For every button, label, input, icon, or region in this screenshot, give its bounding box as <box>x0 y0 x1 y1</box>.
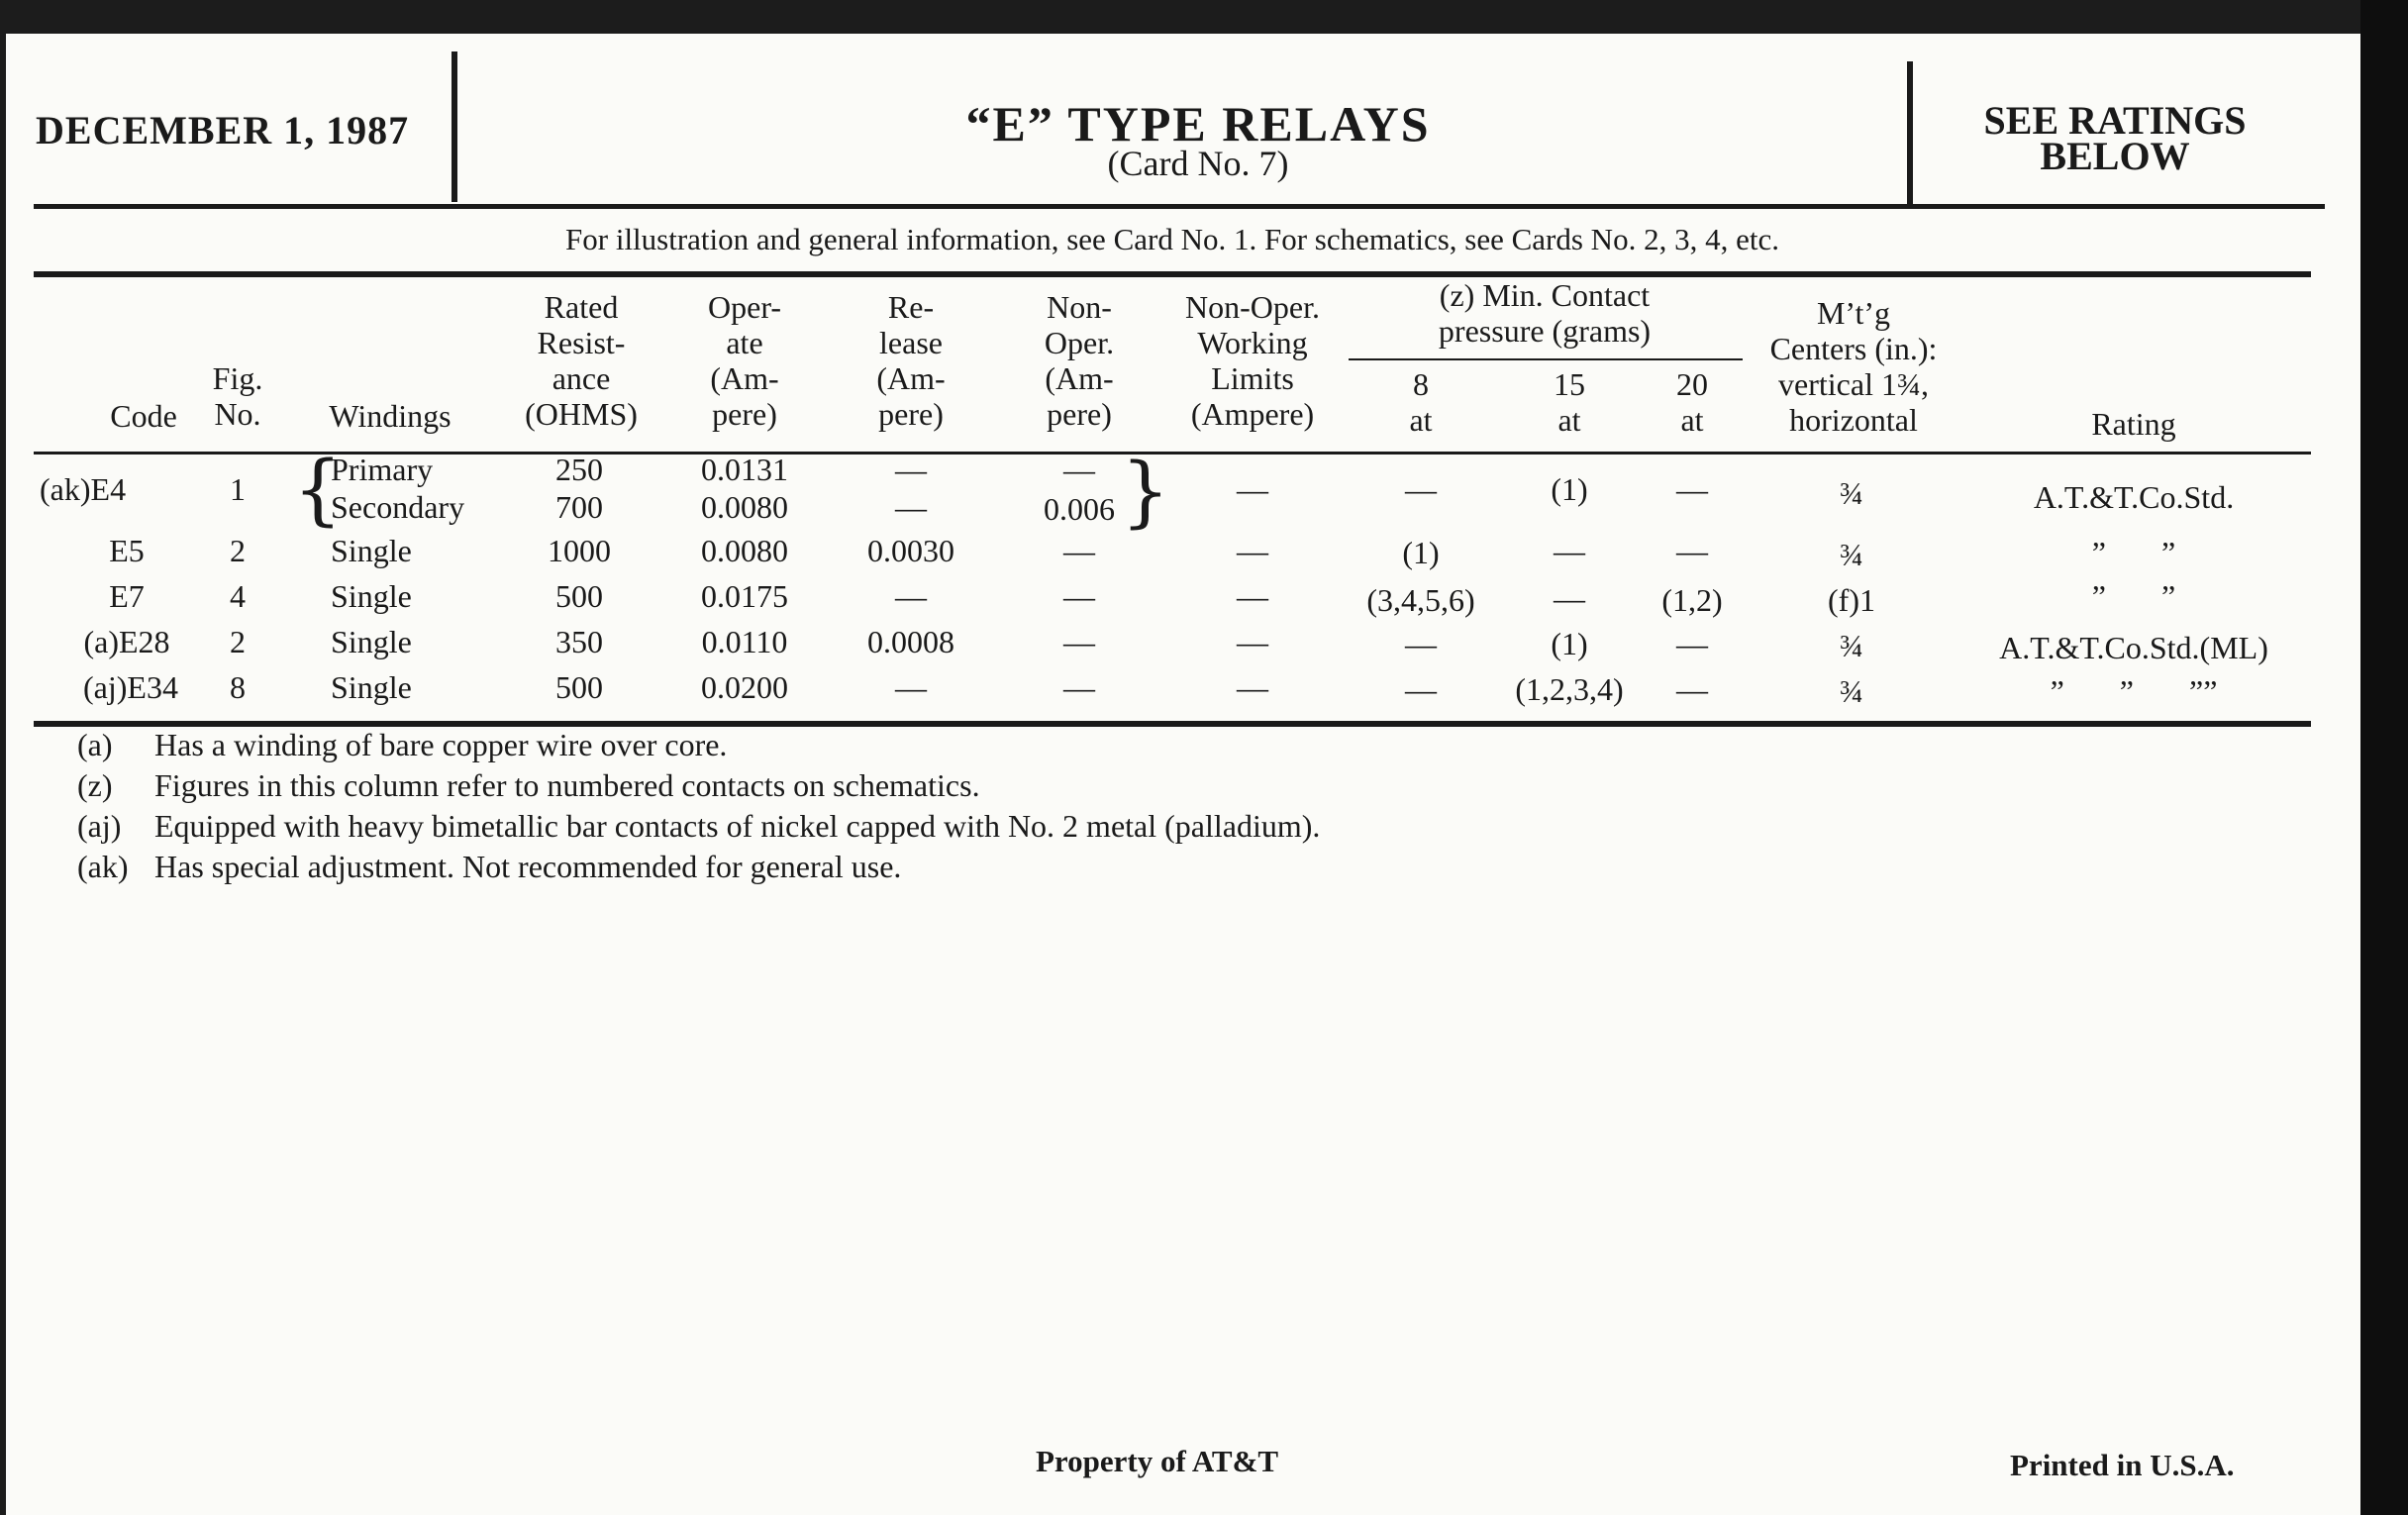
cell-c20: — <box>1676 471 1708 507</box>
card-number: (Card No. 7) <box>1107 144 1289 183</box>
cell-c8: — <box>1405 471 1437 507</box>
footnote-ak <box>77 849 901 885</box>
header-resistance-l1: Rated <box>544 289 619 325</box>
header-operate-l3: (Am- <box>710 360 779 396</box>
cell-nonoper: — <box>1063 578 1095 614</box>
footnote-key: (ak) <box>77 849 129 884</box>
cell-resistance: 500 <box>555 578 603 614</box>
cell-code: (aj)E34 <box>83 669 178 705</box>
cell-c15: (1) <box>1551 471 1588 507</box>
footnote-text: Has special adjustment. Not recommended for general use. <box>154 849 902 884</box>
cell-c15: (1,2,3,4) <box>1515 671 1624 707</box>
header-mtg-l1: M’t’g <box>1816 295 1891 331</box>
cell-limits: — <box>1237 669 1268 705</box>
cell-code: (a)E28 <box>83 624 170 659</box>
cell-resistance: 250 <box>555 452 603 487</box>
cell-fig: 4 <box>230 578 246 614</box>
header-c20-l1: 20 <box>1676 366 1708 402</box>
footnote-text: Figures in this column refer to numbered contacts on schematics. <box>154 767 980 803</box>
header-limits-l3: Limits <box>1211 360 1294 396</box>
footnote-a <box>77 727 727 763</box>
header-limits-l1: Non-Oper. <box>1185 289 1320 325</box>
cell-operate: 0.0110 <box>701 624 788 659</box>
cell-c8: — <box>1405 626 1437 661</box>
footnote-text: Has a winding of bare copper wire over core. <box>154 727 728 762</box>
print-notice: Printed in U.S.A. <box>2010 1448 2235 1482</box>
header-operate-l2: ate <box>726 325 763 360</box>
header-c20 <box>1648 366 1737 438</box>
reference-note: For illustration and general information, see Card No. 1. For schematics, see Cards No. 2, 3, 4, etc. <box>565 222 1779 256</box>
header-fig-l1: Fig. <box>212 360 263 396</box>
header-c8 <box>1376 366 1465 438</box>
cell-operate: 0.0200 <box>701 669 788 705</box>
cell-code: E5 <box>109 533 145 568</box>
cell-resistance: 350 <box>555 624 603 659</box>
cell-c15: (1) <box>1551 626 1588 661</box>
cell-rating: A.T.&T.Co.Std. <box>2033 479 2235 515</box>
header-windings <box>311 398 469 434</box>
cell-windings: Single <box>331 533 412 568</box>
header-c15-l2: at <box>1557 402 1581 438</box>
footnote-key: (a) <box>77 727 113 762</box>
cell-operate: 0.0175 <box>701 578 788 614</box>
header-nonoper-l1: Non- <box>1047 289 1112 325</box>
cell-fig: 8 <box>230 669 246 705</box>
cell-windings: Single <box>331 578 412 614</box>
cell-release: — <box>895 452 927 487</box>
cell-windings: Single <box>331 624 412 659</box>
left-brace-icon: { <box>293 446 343 535</box>
cell-mtg: ¾ <box>1840 475 1863 511</box>
cell-windings: Secondary <box>331 489 465 525</box>
card-date: DECEMBER 1, 1987 <box>36 108 410 152</box>
footnote-text: Equipped with heavy bimetallic bar contacts of nickel capped with No. 2 metal (palladium). <box>154 808 1321 844</box>
cell-resistance: 500 <box>555 669 603 705</box>
ratings-note <box>1917 98 2313 178</box>
cell-nonoper: — <box>1063 624 1095 659</box>
cell-operate: 0.0080 <box>701 489 788 525</box>
cell-c20: — <box>1676 626 1708 661</box>
header-contact-group <box>1347 277 1743 349</box>
header-c20-l2: at <box>1680 402 1704 438</box>
cell-limits: — <box>1237 578 1268 614</box>
cell-nonoper: 0.006 <box>1044 491 1115 527</box>
cell-rating: ” ” ”” <box>2050 673 2218 709</box>
cell-windings: Primary <box>331 452 434 487</box>
cell-rating: ” ” <box>2091 535 2176 570</box>
header-rule <box>34 204 2325 209</box>
right-brace-icon: } <box>1121 448 1170 537</box>
cell-c8: (1) <box>1402 535 1440 570</box>
cell-c20: (1,2) <box>1661 582 1723 618</box>
header-c8-l1: 8 <box>1413 366 1429 402</box>
header-release-l1: Re- <box>887 289 935 325</box>
header-operate <box>685 289 804 432</box>
table-top-rule <box>34 271 2311 277</box>
cell-fig: 2 <box>230 624 246 659</box>
header-limits <box>1168 289 1337 432</box>
cell-resistance: 700 <box>555 489 603 525</box>
header-windings-l1: Windings <box>329 398 452 434</box>
contact-group-rule <box>1349 358 1743 360</box>
header-limits-l2: Working <box>1197 325 1308 360</box>
header-resistance <box>507 289 655 432</box>
header-resistance-l3: ance <box>552 360 611 396</box>
cell-resistance: 1000 <box>548 533 611 568</box>
header-code-l1: Code <box>110 398 177 434</box>
header-release <box>852 289 970 432</box>
cell-fig: 1 <box>230 471 246 507</box>
cell-c8: (3,4,5,6) <box>1366 582 1475 618</box>
header-nonoper-l2: Oper. <box>1044 325 1115 360</box>
cell-release: — <box>895 669 927 705</box>
footnote-z <box>77 767 980 804</box>
cell-operate: 0.0131 <box>701 452 788 487</box>
header-mtg-l4: horizontal <box>1789 402 1918 438</box>
header-c8-l2: at <box>1409 402 1433 438</box>
cell-windings: Single <box>331 669 412 705</box>
cell-c20: — <box>1676 671 1708 707</box>
header-operate-l4: pere) <box>712 396 777 432</box>
cell-mtg: ¾ <box>1840 537 1863 572</box>
header-c15-l1: 15 <box>1554 366 1585 402</box>
header-contact-l2: pressure (grams) <box>1438 313 1652 349</box>
cell-c8: — <box>1405 671 1437 707</box>
cell-release: 0.0030 <box>867 533 954 568</box>
header-divider-left <box>452 51 457 202</box>
ratings-note-line1: SEE RATINGS <box>1983 98 2247 143</box>
header-nonoper <box>1020 289 1139 432</box>
cell-release: — <box>895 489 927 525</box>
header-c15 <box>1525 366 1614 438</box>
header-limits-l4: (Ampere) <box>1190 396 1315 432</box>
header-contact-l1: (z) Min. Contact <box>1439 277 1651 313</box>
cell-limits: — <box>1237 471 1268 507</box>
cell-code: (ak)E4 <box>40 471 127 507</box>
cell-mtg: ¾ <box>1840 673 1863 709</box>
header-rating <box>1990 406 2277 442</box>
scan-edge <box>2360 0 2408 1515</box>
property-notice: Property of AT&T <box>1036 1444 1279 1478</box>
header-code <box>99 398 188 434</box>
cell-c20: — <box>1676 533 1708 568</box>
ratings-note-line2: BELOW <box>2040 134 2190 178</box>
cell-c15: — <box>1554 533 1585 568</box>
header-resistance-l2: Resist- <box>537 325 626 360</box>
cell-mtg: ¾ <box>1840 628 1863 663</box>
header-mtg-l2: Centers (in.): <box>1769 331 1938 366</box>
cell-nonoper: — <box>1063 533 1095 568</box>
header-release-l3: (Am- <box>876 360 946 396</box>
footnote-aj <box>77 808 1320 845</box>
header-fig-l2: No. <box>214 396 261 432</box>
header-rating-l1: Rating <box>2091 406 2176 442</box>
header-operate-l1: Oper- <box>708 289 781 325</box>
cell-release: — <box>895 578 927 614</box>
header-release-l4: pere) <box>878 396 944 432</box>
card-title: “E” TYPE RELAYS <box>965 96 1431 152</box>
header-mtg <box>1745 295 1962 438</box>
header-divider-right <box>1907 61 1913 206</box>
header-nonoper-l3: (Am- <box>1045 360 1114 396</box>
cell-operate: 0.0080 <box>701 533 788 568</box>
header-resistance-l4: (OHMS) <box>525 396 638 432</box>
cell-c15: — <box>1554 580 1585 616</box>
header-fig <box>200 360 275 432</box>
cell-mtg: (f)1 <box>1828 582 1875 618</box>
cell-limits: — <box>1237 624 1268 659</box>
cell-rating: ” ” <box>2091 578 2176 614</box>
header-nonoper-l4: pere) <box>1047 396 1112 432</box>
footnote-key: (z) <box>77 767 113 803</box>
cell-nonoper: — <box>1063 669 1095 705</box>
cell-code: E7 <box>109 578 145 614</box>
header-release-l2: lease <box>879 325 943 360</box>
header-mtg-l3: vertical 1¾, <box>1778 366 1929 402</box>
cell-limits: — <box>1237 533 1268 568</box>
cell-fig: 2 <box>230 533 246 568</box>
cell-rating: A.T.&T.Co.Std.(ML) <box>1999 630 2268 665</box>
cell-release: 0.0008 <box>867 624 954 659</box>
footnote-key: (aj) <box>77 808 122 844</box>
cell-nonoper: — <box>1063 452 1095 487</box>
